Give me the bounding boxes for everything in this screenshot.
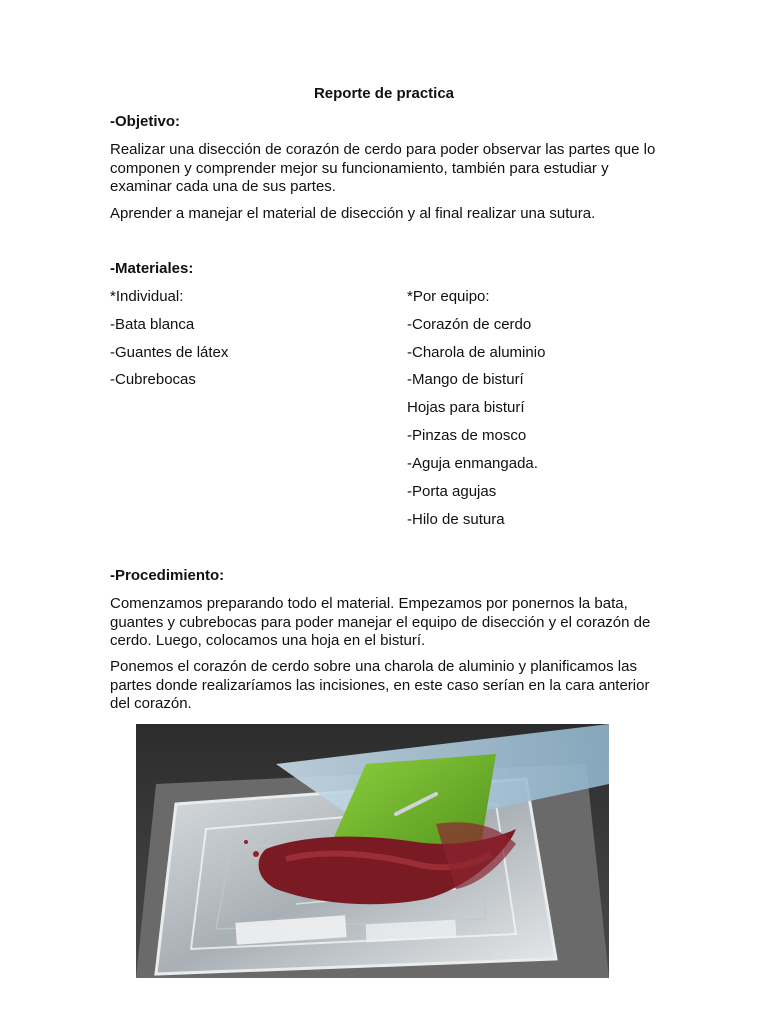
equipo-list-item: -Hilo de sutura [407,511,505,528]
page-title: Reporte de practica [313,85,455,102]
equipo-list-header: *Por equipo: [407,288,490,305]
individual-list-item: -Guantes de látex [110,344,229,361]
individual-list-item: -Cubrebocas [110,371,196,388]
procedimiento-heading: -Procedimiento: [110,567,225,584]
objetivo-paragraph-1: Realizar una disección de corazón de cerdo para poder observar las partes que lo componen y comprender mejor su funcionamiento, también para estudiar y examinar cada una de sus partes. [110,141,656,195]
individual-list-header: *Individual: [110,288,184,305]
objetivo-heading: -Objetivo: [110,113,180,130]
procedimiento-paragraph-1: Comenzamos preparando todo el material. Empezamos por ponernos la bata, guantes y cubrebocas para poder manejar el equipo de disección y el corazón de cerdo. Luego, colocamos una hoja en el bisturí. [110,595,651,649]
equipo-list-item: -Charola de aluminio [407,344,546,361]
photo-illustration [136,724,609,978]
procedimiento-paragraph-2: Ponemos el corazón de cerdo sobre una charola de aluminio y planificamos las partes donde realizaríamos las incisiones, en este caso serían en la cara anterior del corazón. [110,658,650,712]
equipo-list-item: -Corazón de cerdo [407,316,532,333]
objetivo-paragraph-2: Aprender a manejar el material de disección y al final realizar una sutura. [110,205,596,222]
individual-list-item: -Bata blanca [110,316,195,333]
dissection-tray-photo [136,724,609,978]
equipo-list-item: -Pinzas de mosco [407,427,527,444]
equipo-list-item: -Aguja enmangada. [407,455,538,472]
equipo-list-item: -Mango de bisturí [407,371,524,388]
equipo-list-item: Hojas para bisturí [407,399,525,416]
equipo-list-item: -Porta agujas [407,483,497,500]
materiales-heading: -Materiales: [110,260,194,277]
